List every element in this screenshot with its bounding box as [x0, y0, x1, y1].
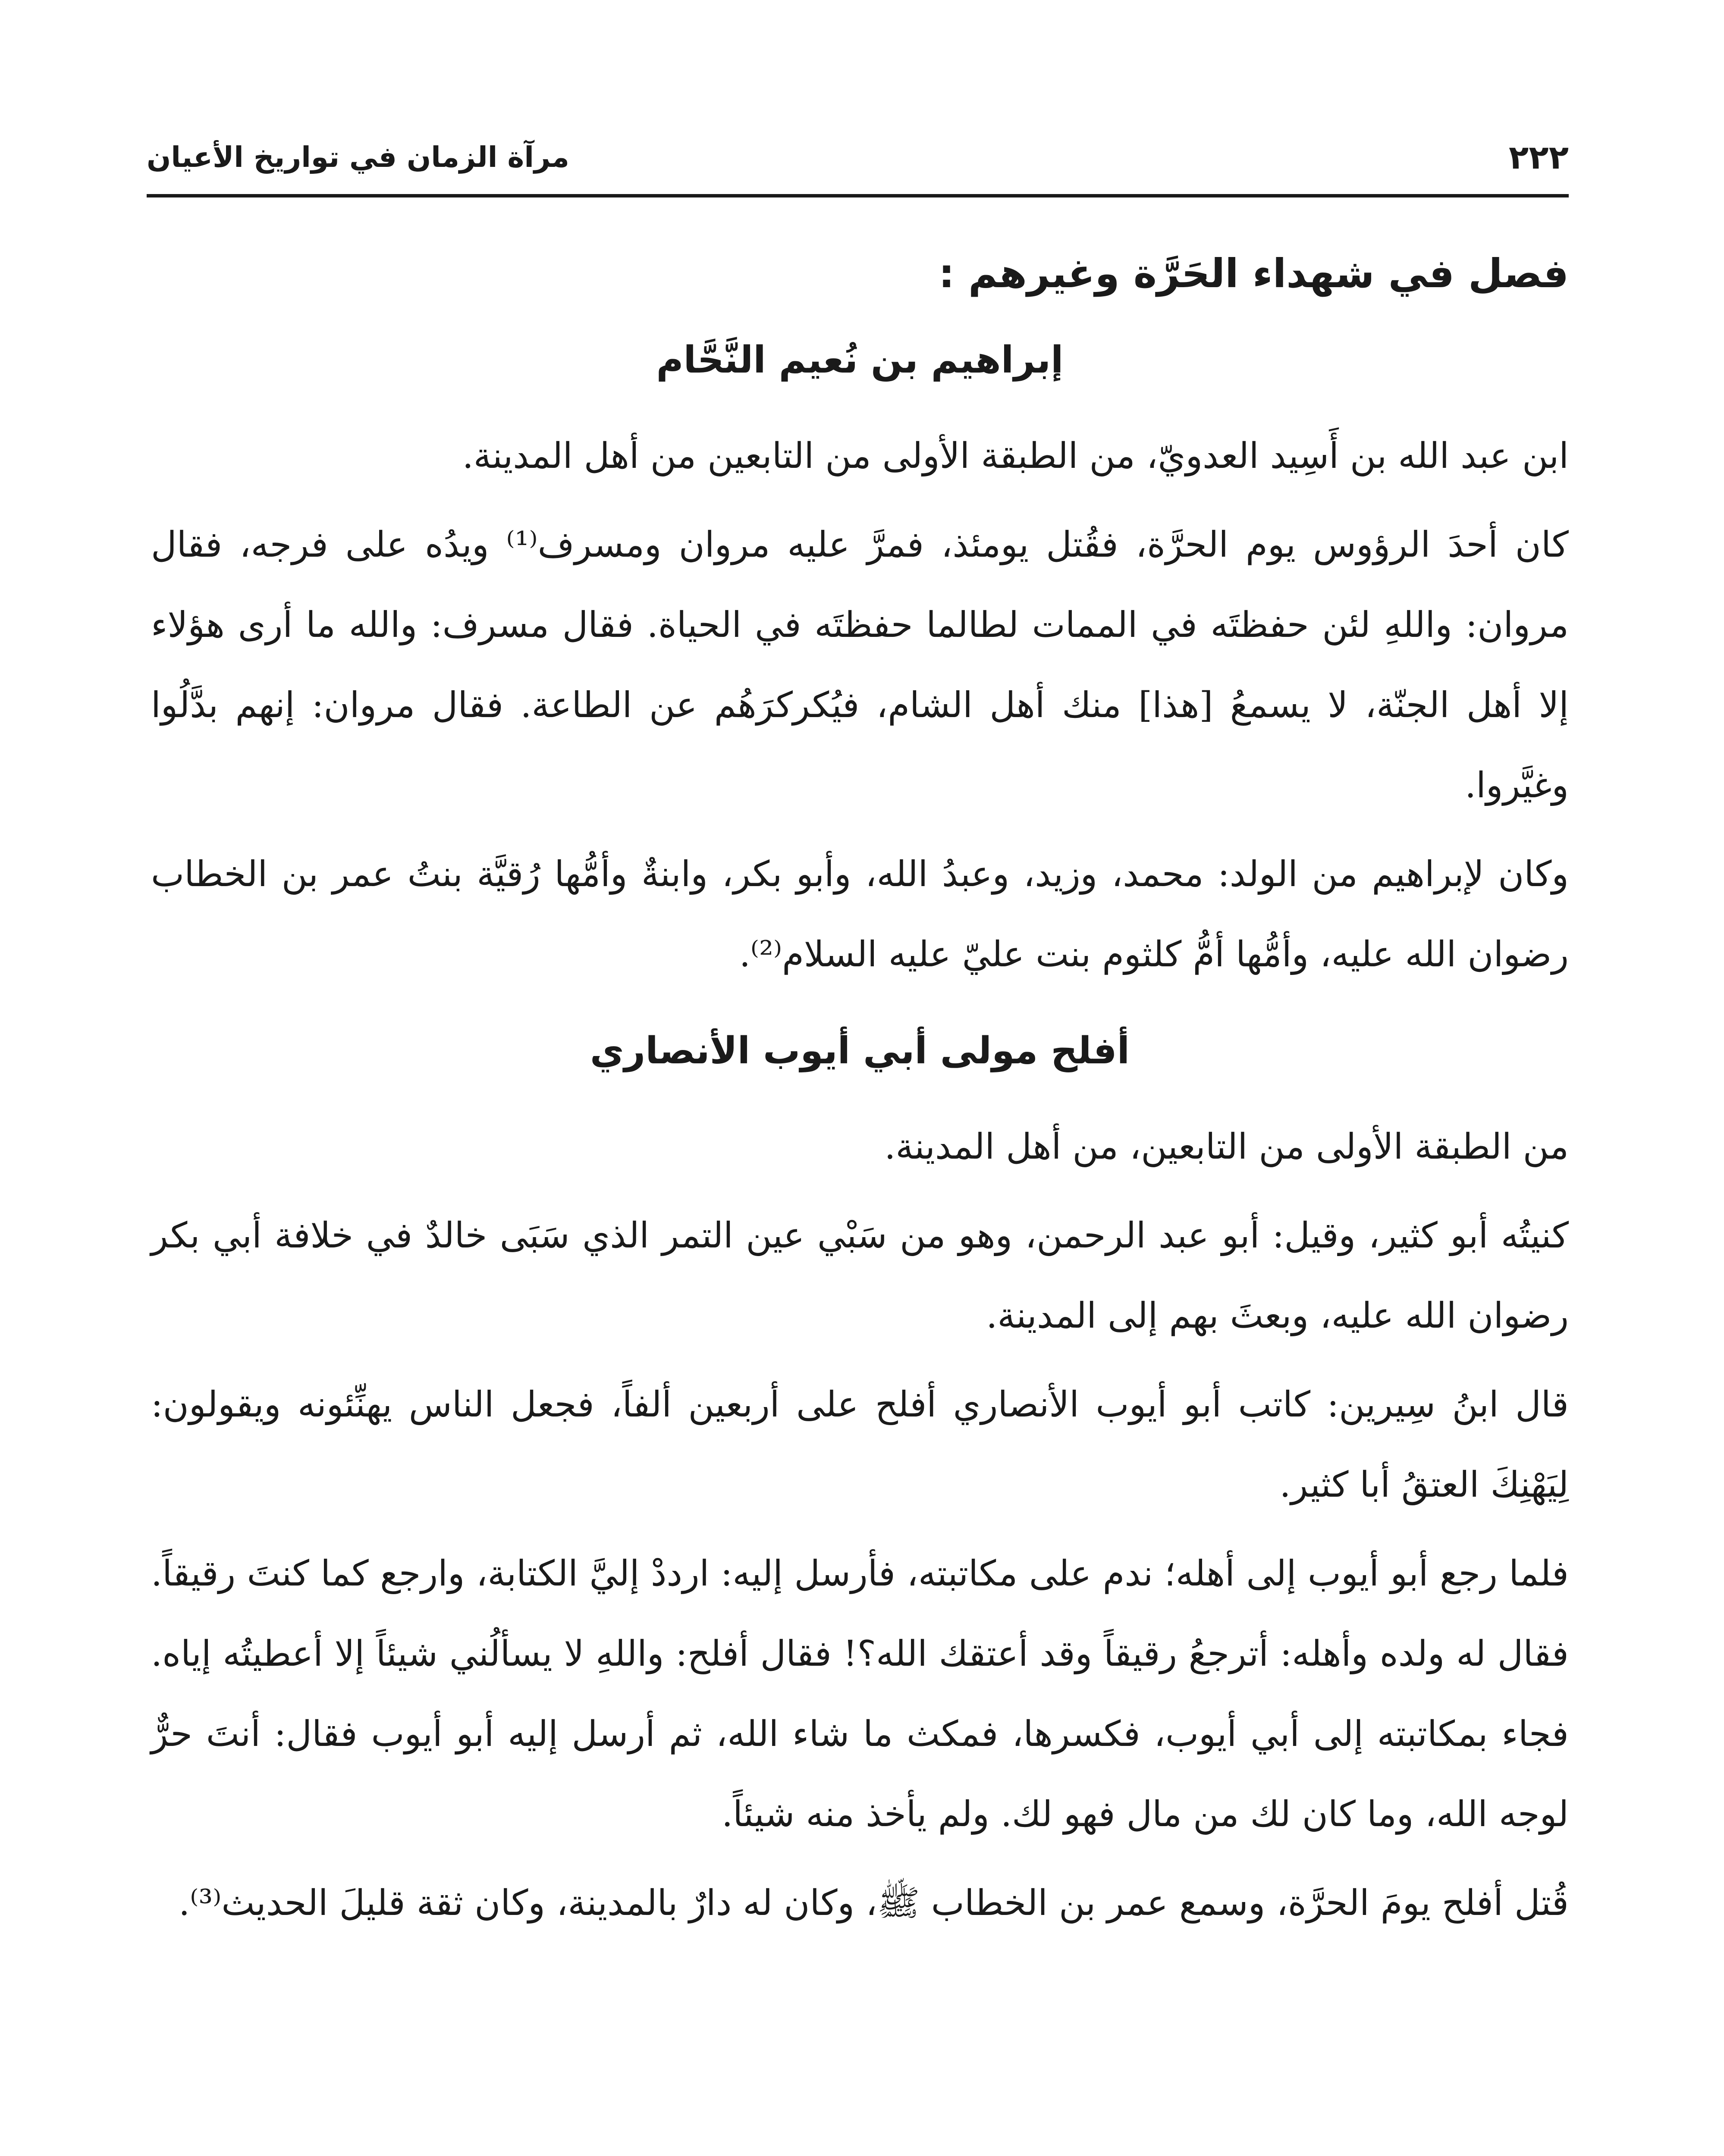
main-text: [151, 241, 1569, 1952]
paragraph: فلما رجع أبو أيوب إلى أهله؛ ندم على مكاتبته، فأرسل إليه: ارددْ إليَّ الكتابة، وارجع كما كنتَ رقيقاً. فقال له ولده وأهله: أترجعُ رقيقاً وقد أعتقك الله؟! فقال أفلح: واللهِ لا يسألُني شيئاً إلا أعطيتُه إياه. فجاء بمكاتبته إلى أبي أيوب، فكسرها، فمكث ما شاء الله، ثم أرسل إليه أبو أيوب فقال: أنتَ حرٌّ لوجه الله، وما كان لك من مال فهو لك. ولم يأخذ منه شيئاً.: [151, 1553, 1569, 1835]
page-number: ٢٢٢: [1508, 138, 1569, 176]
running-header: [147, 129, 1569, 197]
paragraph: وكان لإبراهيم من الولد: محمد، وزيد، وعبدُ الله، وأبو بكر، وابنةٌ وأمُّها رُقيَّة بنتُ عمر بن الخطاب رضوان الله عليه، وأمُّها أمُّ كلثوم بنت عليّ عليه السلام⁽²⁾.: [151, 854, 1569, 975]
biography-entry: [151, 1021, 1569, 1943]
entry-heading: أفلح مولى أبي أيوب الأنصاري: [590, 1029, 1130, 1072]
entry-heading: إبراهيم بن نُعيم النَّحَّام: [656, 338, 1064, 382]
entry-separator: [151, 1003, 1569, 1021]
paragraph: ابن عبد الله بن أَسِيد العدويّ، من الطبقة الأولى من التابعين من أهل المدينة.: [462, 436, 1569, 476]
paragraph: قال ابنُ سِيرين: كاتب أبو أيوب الأنصاري أفلح على أربعين ألفاً، فجعل الناس يهنِّئونه ويقولون: لِيَهْنِكَ العتقُ أبا كثير.: [151, 1384, 1569, 1505]
paragraph: قُتل أفلح يومَ الحرَّة، وسمع عمر بن الخطاب ﷺ، وكان له دارٌ بالمدينة، وكان ثقة قليلَ الحديث⁽³⁾.: [179, 1883, 1569, 1924]
paragraph: كنيتُه أبو كثير، وقيل: أبو عبد الرحمن، وهو من سَبْي عين التمر الذي سَبَى خالدٌ في خلافة أبي بكر رضوان الله عليه، وبعثَ بهم إلى المدينة.: [151, 1215, 1569, 1336]
book-title: مرآة الزمان في تواريخ الأعيان: [147, 141, 569, 174]
biography-entry: [151, 330, 1569, 995]
paragraph: من الطبقة الأولى من التابعين، من أهل المدينة.: [884, 1126, 1569, 1167]
section-title: فصل في شهداء الحَرَّة وغيرهم :: [939, 251, 1569, 297]
paragraph: كان أحدَ الرؤوس يوم الحرَّة، فقُتل يومئذ، فمرَّ عليه مروان ومسرف⁽¹⁾ ويدُه على فرجه، فقال مروان: واللهِ لئن حفظتَه في الممات لطالما حفظتَه في الحياة. فقال مسرف: والله ما أرى هؤلاء إلا أهل الجنّة، لا يسمعُ [هذا] منك أهل الشام، فيُكركرَهُم عن الطاعة. فقال مروان: إنهم بدَّلُوا وغيَّروا.: [151, 524, 1569, 806]
